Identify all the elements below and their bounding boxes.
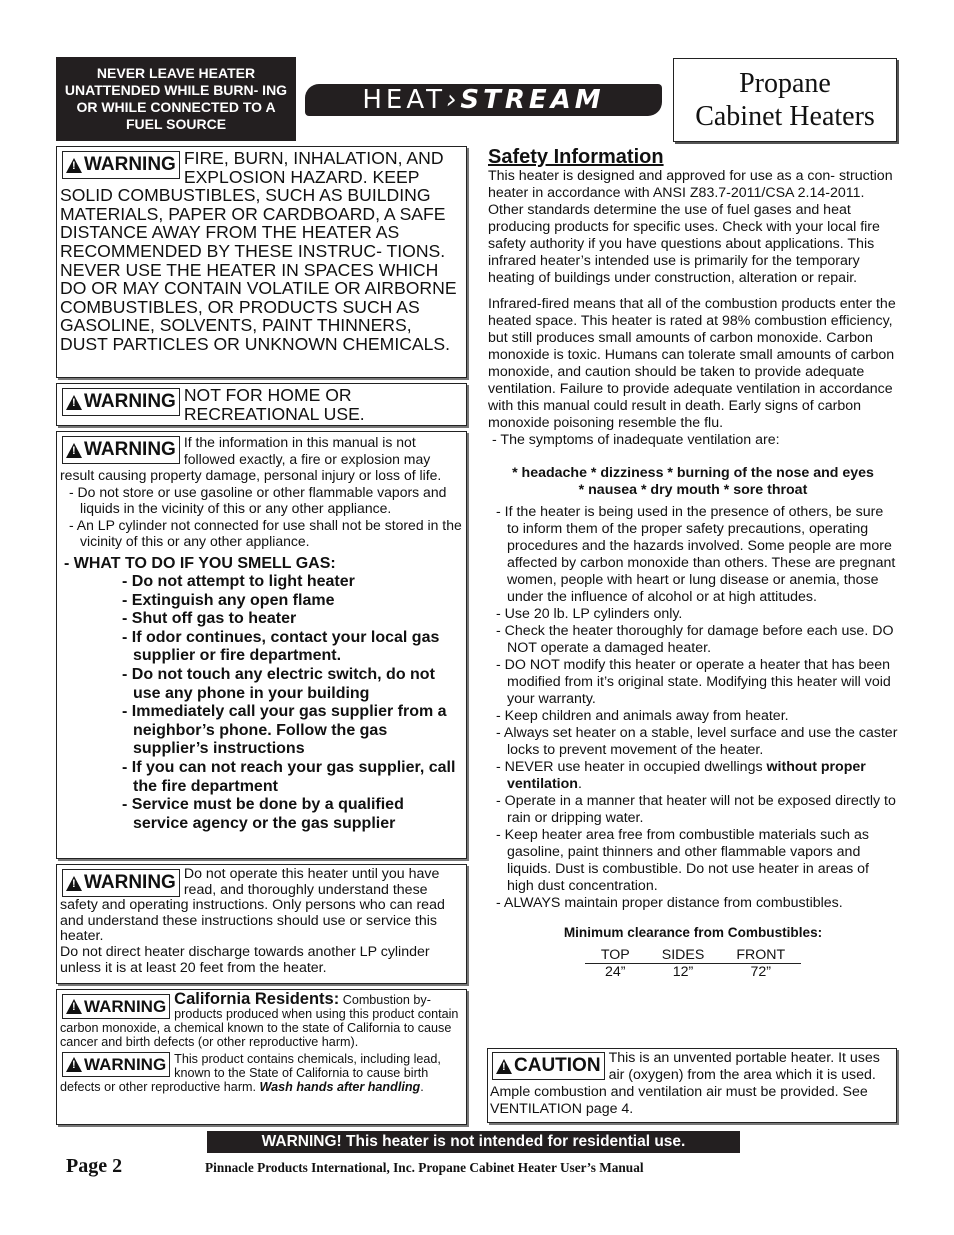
title-line2: Cabinet Heaters xyxy=(695,101,875,132)
safety-bullets-2 xyxy=(488,793,898,912)
safety-bullet: - Check the heater thoroughly for damage before each use. DO NOT operate a damaged heater. xyxy=(496,623,894,656)
smell-gas-item: - If you can not reach your gas supplier, call the fire department xyxy=(122,759,456,795)
clearance-header-row xyxy=(585,947,801,964)
title-line1: Propane xyxy=(739,68,831,99)
smell-gas-item: - Shut off gas to heater xyxy=(122,610,297,628)
warning-manual-intro: If the information in this manual is not followed exactly, a fire or explosion may result causing property damage, personal injury or loss of life. xyxy=(60,434,442,483)
caution-text: This is an unvented portable heater. It uses air (oxygen) from the area which it is used. Ample combustion and ventilation air must be provided. See VENTILATION page 4. xyxy=(490,1050,880,1117)
clearance-table xyxy=(585,947,801,980)
clearance-value-row xyxy=(585,964,801,981)
warning-badge xyxy=(62,994,170,1019)
warning-triangle-icon xyxy=(66,395,82,410)
caution-badge xyxy=(492,1052,605,1080)
document-title xyxy=(673,58,897,142)
safety-bullet: - DO NOT modify this heater or operate a heater that has been modified from it’s original state. Modifying this heater will void your warranty. xyxy=(496,657,891,707)
warning-triangle-icon xyxy=(66,158,82,173)
warning-badge xyxy=(62,151,180,179)
smell-gas-item: - If odor continues, contact your local gas supplier or fire department. xyxy=(122,628,440,665)
warning-triangle-icon xyxy=(66,443,82,458)
safety-information-section xyxy=(488,146,898,980)
never-leave-notice xyxy=(56,57,296,141)
safety-paragraph-2: Infrared-fired means that all of the combustion products enter the heated space. This heater is rated at 98% combustion efficiency, but still produces small amounts of carbon monoxide. Carbon monoxide is toxic. Humans can tolerate small amounts of carbon monoxide, and caution should be taken to provide adequate ventilation. Failure to provide adequate ventilation in accordance with this manual could result in death. Early signs of carbon monoxide poisoning resemble the flu. xyxy=(488,296,896,431)
never-use-bullet xyxy=(492,759,898,793)
smell-gas-heading: - WHAT TO DO IF YOU SMELL GAS: xyxy=(64,554,336,572)
warning-label: WARNING xyxy=(84,1054,167,1074)
clearance-heading: Minimum clearance from Combustibles: xyxy=(563,925,823,940)
wash-hands-text: Wash hands after handling xyxy=(259,1080,421,1094)
safety-bullet: - ALWAYS maintain proper distance from combustibles. xyxy=(496,895,843,911)
california-text: Combustion by-products produced when using this product contain carbon monoxide, a chemical known to the state of California to cause cancer and birth defects (or other reproductive harm). xyxy=(60,993,459,1049)
warning-box-smell-gas xyxy=(56,431,467,859)
warning-badge xyxy=(62,1052,170,1077)
warning-fire-text: FIRE, BURN, INHALATION, AND EXPLOSION HAZARD. KEEP SOLID COMBUSTIBLES, SUCH AS BUILDING MATERIALS, PAPER OR CARDBOARD, A SAFE DISTANCE AWAY FROM THE HEATER AS RECOMMENDED BY THESE INSTRUC- TIONS. NEVER USE THE HEATER IN SPACES WHICH DO OR MAY CONTAIN VOLATILE OR AIRBORNE COMBUSTIBLES, OR PRODUCTS SUCH AS GASOLINE, SOLVENTS, PAINT THINNERS, DUST PARTICLES OR UNKNOWN CHEMICALS. xyxy=(60,148,457,354)
safety-bullet: - Use 20 lb. LP cylinders only. xyxy=(496,606,683,622)
residential-warning-text: WARNING! This heater is not intended for residential use. xyxy=(261,1133,686,1150)
logo-chevron-icon: › xyxy=(445,85,461,115)
caution-triangle-icon xyxy=(496,1059,512,1074)
warning-box-not-for-home xyxy=(56,383,467,426)
clearance-value: 72” xyxy=(750,964,771,980)
safety-paragraph-1: This heater is designed and approved for use as a con- struction heater in accordance with ANSI Z83.7-2011/CSA 2.14-2011. Other standards determine the use of fuel gases and heat producing products for specific uses. Check with your local fire safety authority if you have questions about applications. This infrared heater’s intended use is primarily for the temporary heating of buildings under construction, alteration or repair. xyxy=(488,168,893,286)
warning-badge xyxy=(62,388,180,416)
never-use-period: . xyxy=(577,776,582,792)
smell-gas-item: - Do not attempt to light heater xyxy=(122,573,355,591)
never-use-text: - NEVER use heater in occupied dwellings xyxy=(496,759,767,775)
symptoms-line-2: * nausea * dry mouth * sore throat xyxy=(578,482,808,498)
heatstream-logo xyxy=(305,84,662,116)
warning-box-california xyxy=(56,989,467,1125)
clearance-header: TOP xyxy=(600,947,630,963)
symptoms-intro: - The symptoms of inadequate ventilation are: xyxy=(492,432,780,448)
symptoms-line-1: * headache * dizziness * burning of the nose and eyes xyxy=(512,465,874,481)
safety-bullet: - Keep heater area free from combustible materials such as gasoline, paint thinners and other flammable vapors and liquids. Dust is combustible. Do not use heater in areas of high dust concentration. xyxy=(496,827,869,894)
safety-bullet: - Keep children and animals away from heater. xyxy=(496,708,789,724)
warning-not-for-home-text: NOT FOR HOME OR RECREATIONAL USE. xyxy=(183,385,365,424)
warning-box-fire-hazard xyxy=(56,146,467,378)
warning-label: WARNING xyxy=(84,996,167,1016)
lead-text: This product contains chemicals, including lead, known to the State of California to cause birth defects or other reproductive harm. xyxy=(60,1052,441,1094)
warning-box-read-instructions xyxy=(56,864,467,984)
safety-bullet: - If the heater is being used in the presence of others, be sure to inform them of the proper safety precautions, operating procedures and the hazards involved. Some people are more affected by carbon monoxide than others. These are pregnant women, people with heart or lung disease or anemia, those under the influence of alcohol or at high attitudes. xyxy=(496,504,896,605)
never-leave-text: NEVER LEAVE HEATER UNATTENDED WHILE BURN- ING OR WHILE CONNECTED TO A FUEL SOURCE xyxy=(64,65,288,132)
safety-bullet: - Operate in a manner that heater will not be exposed directly to rain or dripping water. xyxy=(496,793,896,826)
warning-label: WARNING xyxy=(84,439,176,460)
page-number: Page 2 xyxy=(66,1155,123,1177)
smell-gas-item: - Immediately call your gas supplier from a neighbor’s phone. Follow the gas supplier’s instructions xyxy=(122,703,447,758)
logo-text xyxy=(362,85,604,115)
warning-item: - An LP cylinder not connected for use shall not be stored in the vicinity of this or any other appliance. xyxy=(69,516,462,549)
caution-label: CAUTION xyxy=(514,1055,601,1076)
warning-read-text: Do not operate this heater until you have read, and thoroughly understand these safety and operating instructions. Only persons who can read and understand these instructions should use or service this heater. xyxy=(60,866,445,945)
logo-stream: STREAM xyxy=(460,85,605,115)
warning-item: - Do not store or use gasoline or other flammable vapors and liquids in the vicinity of this or any other appliance. xyxy=(69,483,447,516)
warning-triangle-icon xyxy=(66,1057,82,1072)
warning-triangle-icon xyxy=(66,999,82,1014)
warning-label: WARNING xyxy=(84,391,176,412)
clearance-header: FRONT xyxy=(736,947,786,963)
clearance-value: 12” xyxy=(672,964,694,980)
smell-gas-item: - Extinguish any open flame xyxy=(122,591,335,609)
safety-bullets xyxy=(488,504,898,759)
smell-gas-list xyxy=(60,573,463,833)
warning-badge xyxy=(62,436,180,464)
warning-label: WARNING xyxy=(84,872,176,893)
smell-gas-item: - Do not touch any electric switch, do not use any phone in your building xyxy=(122,666,435,702)
clearance-header: SIDES xyxy=(661,947,705,963)
residential-warning-bar xyxy=(207,1131,740,1153)
caution-box-unvented xyxy=(487,1048,897,1123)
warning-label: WARNING xyxy=(84,154,176,175)
safety-bullet: - Always set heater on a stable, level surface and use the caster locks to prevent movement of the heater. xyxy=(496,725,898,758)
logo-heat: HEAT xyxy=(362,85,446,115)
smell-gas-item: - Service must be done by a qualified service agency or the gas supplier xyxy=(122,796,404,832)
safety-heading: Safety Information xyxy=(488,146,664,168)
footer-company: Pinnacle Products International, Inc. Propane Cabinet Heater User’s Manual xyxy=(205,1160,644,1175)
never-use-bold: without proper ventilation xyxy=(507,759,866,792)
clearance-value: 24” xyxy=(605,964,626,980)
warning-discharge-text: Do not direct heater discharge towards another LP cylinder unless it is at least 20 feet from the heater. xyxy=(60,943,430,976)
warning-badge xyxy=(62,869,180,897)
california-heading: California Residents: xyxy=(174,990,340,1008)
warning-triangle-icon xyxy=(66,876,82,891)
period: . xyxy=(420,1080,424,1094)
